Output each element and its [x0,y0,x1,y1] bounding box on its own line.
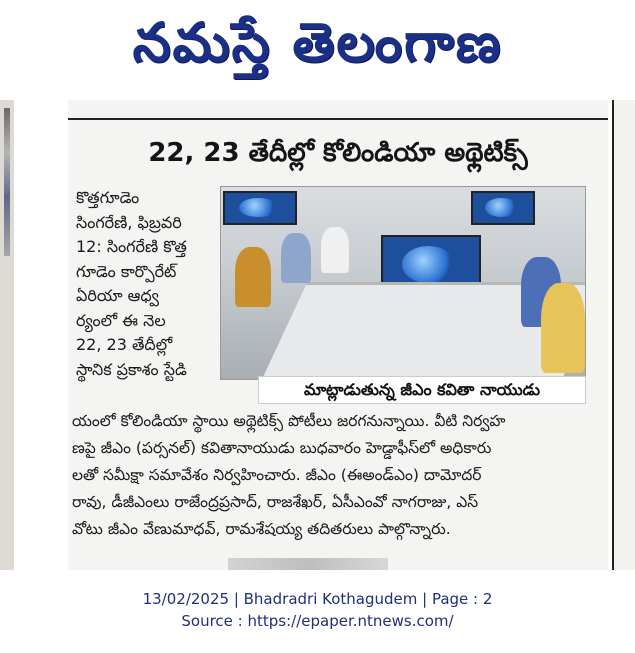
text-line: యంలో కోలిండియా స్థాయి అథ్లెటిక్స్ పోటీలు జరగనున్నాయి. వీటి నిర్వహ [72,412,506,430]
text-line: స్థానిక ప్రకాశం స్టేడి [76,359,187,379]
masthead [0,0,635,98]
footer-date-edition: 13/02/2025 | Bhadradri Kothagudem | Page : 2 [142,590,493,608]
text-line: 12: సింగరేణి కొత్త [76,237,187,256]
footer-source: Source : https://epaper.ntnews.com/ [181,612,454,630]
wall-screen-right [471,191,535,225]
top-rule [68,118,608,120]
right-adjacent-clip [612,100,635,570]
text-line: కొత్తగూడెం [76,188,140,207]
attendee [281,233,311,283]
attendee [321,227,349,273]
next-article-fragment [228,558,388,570]
text-line: రావు, డీజీఎంలు రాజేంద్రప్రసాద్, రాజశేఖర్, ఏసీఎంవో నాగరాజు, ఎస్ [72,493,479,511]
article-body-text [72,408,604,543]
left-image-strip [4,108,10,256]
text-line: ఏరియా ఆధ్వ [76,286,159,305]
text-line: ణపై జీఎం (పర్సనల్) కవితానాయుడు బుధవారం హెడ్డాఫీస్‌లో అధికారు [72,439,492,457]
text-line: వోటు జీఎం వేణుమాధవ్, రామశేషయ్య తదితరులు పాల్గొన్నారు. [72,520,451,538]
text-line: 22, 23 తేదీల్లో [76,335,173,354]
text-line: గూడెం కార్పొరేట్ [76,261,177,281]
text-line: ర్యంలో ఈ నెల [76,310,166,330]
footer [0,588,635,632]
wall-screen-left [223,191,297,225]
news-clipping [68,100,608,570]
article-column-text [76,186,216,382]
column-divider [612,100,614,570]
newspaper-logo: నమస్తే తెలంగాణ [132,10,503,74]
attendee [541,283,585,373]
left-adjacent-clip [0,100,14,570]
attendee [235,247,271,307]
photo-caption: మాట్లాడుతున్న జీఎం కవితా నాయుడు [258,376,586,404]
article-headline: 22, 23 తేదీల్లో కోలిండియా అథ్లెటిక్స్ [148,138,528,168]
text-line: లతో సమీక్షా సమావేశం నిర్వహించారు. జీఎం (ఈఅండ్‌ఎం) దామోదర్ [72,466,482,484]
text-line: సింగరేణి, ఫిబ్రవరి [76,212,182,232]
meeting-photo [220,186,586,380]
